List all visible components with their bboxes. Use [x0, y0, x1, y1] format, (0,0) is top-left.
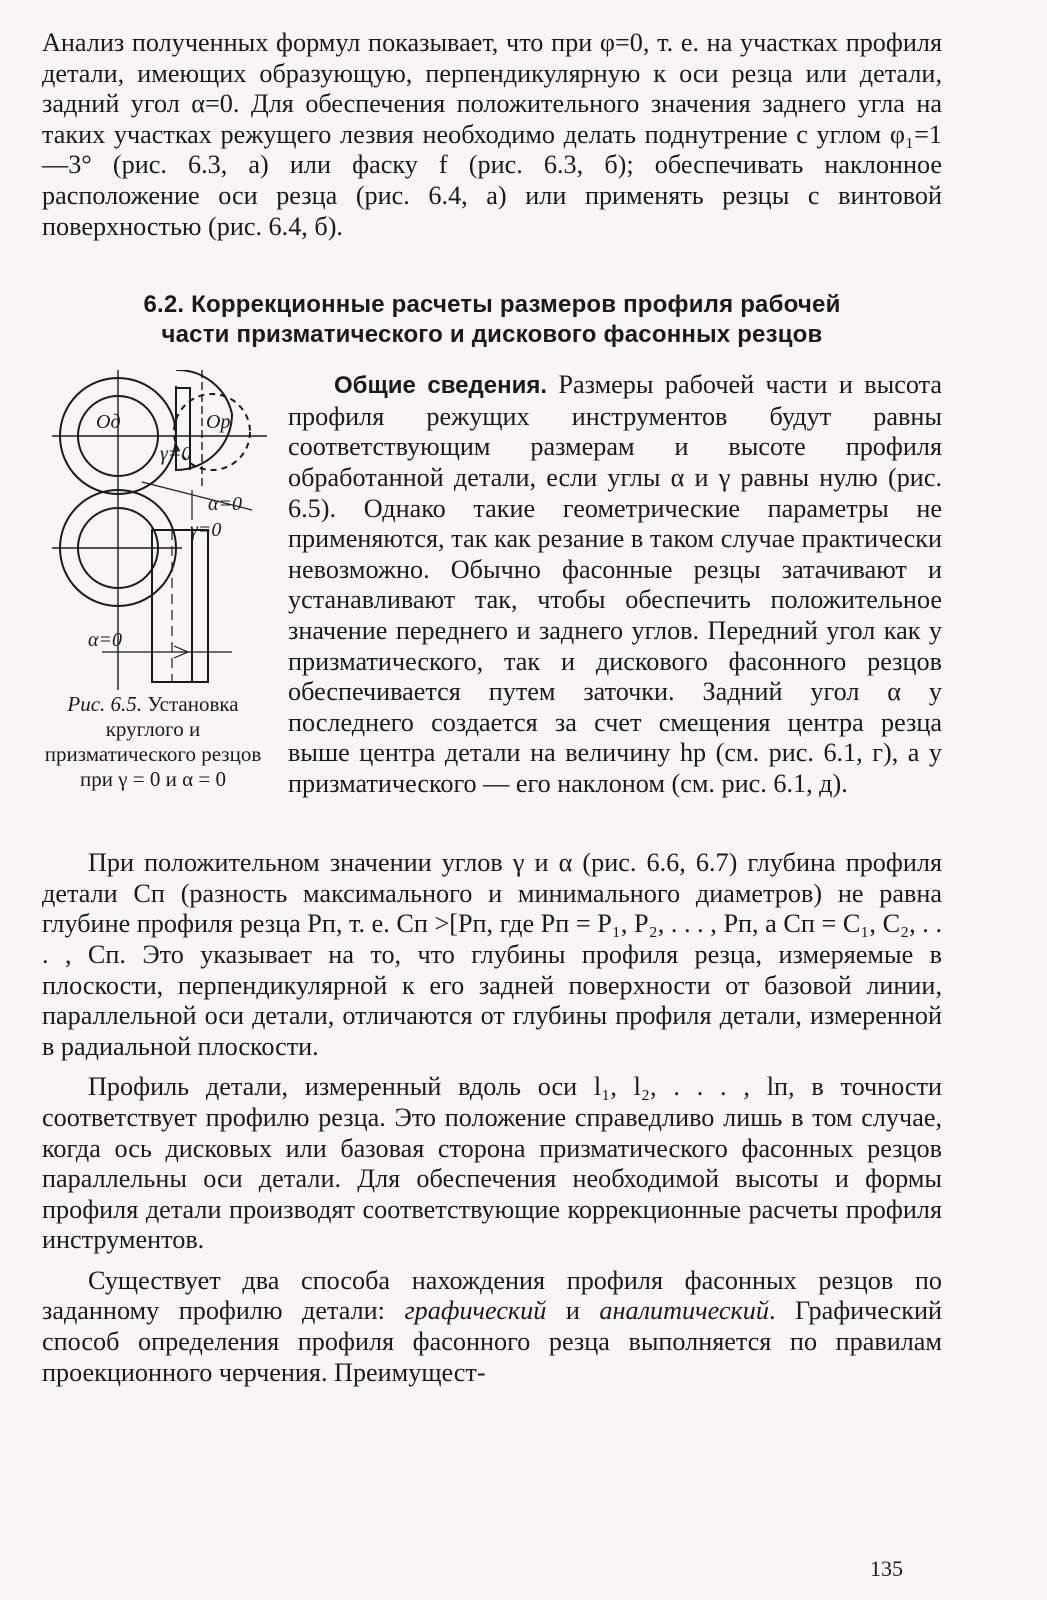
figure-6-5-caption [42, 692, 264, 792]
page-content [42, 28, 942, 1388]
methods-text-c: . Графический способ определения профиля фасонного резца выполняется по правилам проекционного черчения. Преимущест- [42, 1296, 942, 1387]
paragraph-methods [42, 1266, 942, 1388]
figure-6-5 [42, 370, 282, 840]
methods-graphical: графический [404, 1296, 547, 1326]
methods-analytical: аналитический [599, 1296, 769, 1326]
section-heading [42, 290, 942, 350]
methods-text-b: и [546, 1296, 600, 1326]
figure-caption-body: Установка круглого и призматического резцов при γ = 0 и α = 0 [44, 692, 262, 792]
label-gamma-mid: γ=0 [190, 519, 222, 542]
general-info-lead: Общие сведения. [334, 372, 548, 400]
label-alpha-bottom: α=0 [88, 629, 122, 652]
label-Op: Oр [206, 411, 231, 434]
paragraph-analysis: Анализ полученных формул показывает, что при φ=0, т. е. на участках профиля детали, имеющих образующую, перпендикулярную к оси резца или детали, задний угол α=0. Для обеспечения положительного значения заднего угла на таких участках режущего лезвия необходимо делать поднутрение с углом φ₁=1—3° (рис. 6.3, а) или фаску f (рис. 6.3, б); обеспечивать наклонное расположение оси резца (рис. 6.4, а) или применять резцы с винтовой поверхностью (рис. 6.4, б). [42, 28, 942, 241]
paragraph-profile-axis: Профиль детали, измеренный вдоль оси l₁, l₂, . . . , lп, в точности соответствует профилю резца. Это положение справедливо лишь в том случае, когда ось дисковых или базовая сторона призматического фасонных резцов параллельны оси детали. Для обеспечения необходимой высоты и формы профиля детали производят соответствующие коррекционные расчеты профиля инструментов. [42, 1072, 942, 1255]
section-heading-line-2: части призматического и дискового фасонных резцов [161, 321, 823, 349]
paragraph-general-info [288, 370, 942, 799]
figure-caption-lead: Рис. 6.5. [67, 692, 143, 717]
prismatic-cutter-body [152, 530, 208, 682]
general-info-body: Размеры рабочей части и высота профиля режущих инструментов будут равны соответствующим размерам и высоте профиля обработанной детали, если углы α и γ равны нулю (рис. 6.5). Однако такие геометрические параметры не применяются, так как резание в таком случае практически невозможно. Обычно фасонные резцы затачивают и устанавливают так, чтобы обеспечить положительное значение переднего и заднего углов. Передний угол как у призматического, так и дискового фасонного резцов обеспечивается путем заточки. Задний угол α у последнего создается за счет смещения центра резца выше центра детали на величину hр (см. рис. 6.1, г), а у призматического — его наклоном (см. рис. 6.1, д). [288, 370, 942, 798]
general-info-column [288, 370, 942, 799]
methods-text-a: Существует два способа нахождения профиля фасонных резцов по заданному профилю детали: [42, 1265, 942, 1326]
figure-6-5-drawing [42, 370, 282, 690]
paragraph-positive-angles: При положительном значении углов γ и α (рис. 6.6, 6.7) глубина профиля детали Cп (разность максимального и минимального диаметров) не равна глубине профиля резца Pп, т. е. Cп >[Pп, где Pп = P₁, P₂, . . . , Pп, а Cп = C₁, C₂, . . . , Cп. Это указывает на то, что глубины профиля резца, измеряемые в плоскости, перпендикулярной к его задней поверхности от базовой линии, параллельной оси детали, отличаются от глубины профиля детали, измеренной в радиальной плоскости. [42, 848, 942, 1061]
label-alpha-mid: α=0 [208, 493, 242, 516]
figure-and-text-block [42, 370, 942, 840]
section-heading-line-1: 6.2. Коррекционные расчеты размеров профиля рабочей [143, 291, 841, 319]
label-gamma-top: γ=0 [160, 443, 192, 466]
label-Od: Oд [96, 411, 121, 434]
page-number: 135 [870, 1556, 903, 1581]
